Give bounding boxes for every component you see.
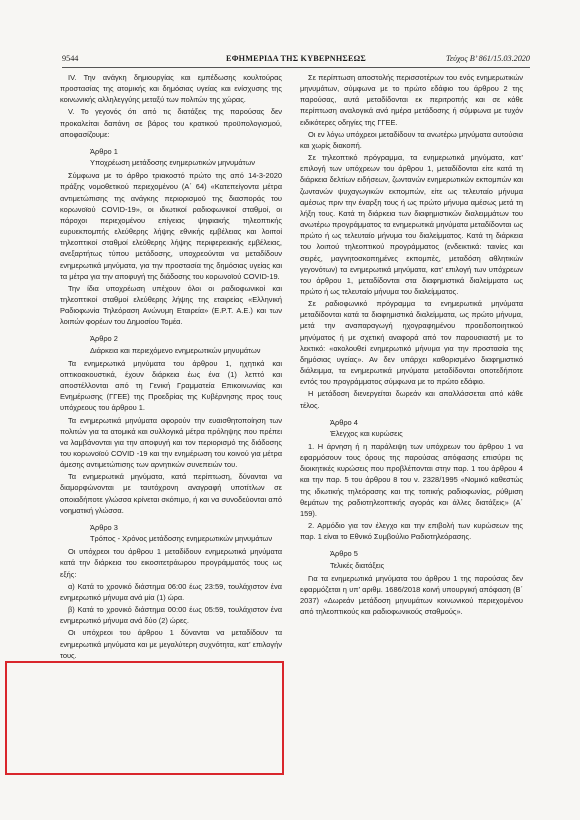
article-5-title: Άρθρο 5 [330,549,358,559]
article-3-subtitle: Τρόπος - Χρόνος μετάδοσης ενημερωτικών μηνυμάτων [90,534,273,544]
paragraph: Τα ενημερωτικά μηνύματα αφορούν την ευαισθητοποίηση των πολιτών για τα ατομικά και συλλογικά μέτρα πρόληψης που πρέπει να λαμβάνονται για την αποφυγή και τον περιορισμό της διάδοσης του κορωνοϊού COVID -19 και την ενημέρωση του κοινού για μέτρα άμεσης αντιμετώπισης των αρνητικών συνεπειών του. [60,415,282,470]
paragraph: Η μετάδοση διενεργείται δωρεάν και απαλλάσσεται από κάθε τέλος. [300,389,523,410]
article-3-highlight [5,661,284,775]
paragraph: Σε περίπτωση αποστολής περισσοτέρων του ενός ενημερωτικών μηνυμάτων, σύμφωνα με το πρώτο εδάφιο του άρθρου 2 της παρούσας, αυτά μεταδίδονται εκ περιτροπής και σε κάθε περίπτωση αναλογικά ανά ημέρα μετάδοσης ή σύμφωνα με τυχόν ειδικότερες οδηγίες της ΓΓΕΕ. [300,73,523,127]
article-1-title: Άρθρο 1 [90,146,118,156]
paragraph: Σε τηλεοπτικό πρόγραμμα, τα ενημερωτικά μηνύματα, κατ’ επιλογή των υπόχρεων του άρθρου 1, μεταδίδονται είτε κατά τη διάρκεια δελτίων ειδήσεων, ζωντανών ενημερωτικών εκπομπών και ζωντανών ψυχαγωγικών εκπομπών, είτε ως τελευταίο μήνυμα αμέσως πριν την έναρξη τους ή ως πρώτο μήνυμα αμέσως μετά τη λήξη τους. Κατά τη διάρκεια των διαφημιστικών διαλειμμάτων του ανωτέρω προγράμματος τα ενημερωτικά μηνύματα μεταδίδονται ως πρώτο ή ως τελευταίο μήνυμα του διαλείμματος. Κατά τη διάρκεια του λοιπού τηλεοπτικού προγράμματος (ενδεικτικά: ταινίες και σειρές, μαγνητοσκοπημένες εκπομπές, μεταδόση αθλητικών γεγονότων) τα ενημερωτικά μηνύματα, κατ’ επιλογή των υπόχρεων του άρθρου 1, μεταδίδονται στα διαφημιστικά διαλείμματα ως πρώτο ή ως τελευταίο μήνυμα του διαλείμματος. [300,153,523,296]
right-column [300,72,523,618]
page-header [62,52,530,66]
paragraph: β) Κατά το χρονικό διάστημα 00:00 έως 05:59, τουλάχιστον ένα ενημερωτικό μήνυμα ανά δύο (2) ώρες. [60,605,282,626]
article-2-subtitle: Διάρκεια και περιεχόμενο ενημερωτικών μηνυμάτων [90,345,261,355]
paragraph: Σύμφωνα με το άρθρο τριακοστό πρώτο της από 14-3-2020 πράξης νομοθετικού περιεχομένου (Α΄ 64) «Κατεπείγοντα μέτρα αντιμετώπισης της ανάγκης περιορισμού της διασποράς του κορωνοϊού COVID-19», οι ιδιωτικοί ραδιοφωνικοί σταθμοί, οι πάροχοι περιεχομένου επίγειας ψηφιακής τηλεοπτικής ευρυεκπομπής ελεύθερης λήψης εθνικής εμβέλειας και λοιποί τηλεοπτικοί σταθμοί ελεύθερης λήψης περιφερειακής εμβέλειας, ανεξαρτήτως τύπου μετάδοσης, υποχρεούνται να μεταδίδουν ενημερωτικά μηνύματα, για την προστασία της δημόσιας υγείας και τα μέτρα για την αποφυγή της διάδοσης του κορωνοϊού COVID-19. [60,171,282,281]
paragraph: Σε ραδιοφωνικό πρόγραμμα τα ενημερωτικά μηνύματα μεταδίδονται κατά τα διαφημιστικά διαλείμματα, ως πρώτο μήνυμα, μετά την αναπαραγωγή ηχογραφημένου προειδοποιητικού μηνύματος ή με σχετική αναφορά από τον παρουσιαστή με το λεκτικό: «ακολουθεί ενημερωτικό μήνυμα για την προστασία της δημόσιας υγείας». Αν δεν υπάρχει καθορισμένο διαφημιστικό διάλειμμα, τα ενημερωτικά μηνύματα μεταδίδονται οποτεδήποτε εντός του προγράμματος σύμφωνα με το πρώτο εδάφιο. [300,299,523,387]
issue-number: Τεύχος Β’ 861/15.03.2020 [446,54,530,63]
paragraph: Την ίδια υποχρέωση υπέχουν όλοι οι ραδιοφωνικοί και τηλεοπτικοί σταθμοί ελεύθερης λήψης της εταιρείας «Ελληνική Ραδιοφωνία Τηλεόραση Ανώνυμη Εταιρεία» (Ε.Ρ.Τ. Α.Ε.) και των λοιπών φορέων του Δημοσίου Τομέα. [60,283,282,327]
paragraph: Τα ενημερωτικά μηνύματα του άρθρου 1, ηχητικά και οπτικοακουστικά, έχουν διάρκεια έως ένα (1) λεπτό και αποστέλλονται από τη Γενική Γραμματεία Επικοινωνίας και Ενημέρωσης (ΓΓΕΕ) της Προεδρίας της Κυβέρνησης προς τους υπόχρεους του άρθρου 1. [60,358,282,413]
journal-title: ΕΦΗΜΕΡΙΔΑ ΤΗΣ ΚΥΒΕΡΝΗΣΕΩΣ [226,54,366,63]
paragraph: α) Κατά το χρονικό διάστημα 06:00 έως 23:59, τουλάχιστον ένα ενημερωτικό μήνυμα ανά μία (1) ώρα. [60,581,282,602]
article-4-title: Άρθρο 4 [330,417,358,427]
article-5-subtitle: Τελικές διατάξεις [330,560,385,570]
paragraph: Οι εν λόγω υπόχρεοι μεταδίδουν τα ανωτέρω μηνύματα αυτούσια και χωρίς διακοπή. [300,129,523,150]
paragraph: Οι υπόχρεοι του άρθρου 1 δύνανται να μεταδίδουν τα ενημερωτικά μηνύματα και με μεγαλύτερη συχνότητα, κατ’ επιλογήν τους. [60,628,282,660]
paragraph: V. Το γεγονός ότι από τις διατάξεις της παρούσας δεν προκαλείται δαπάνη σε βάρος του κρατικού προϋπολογισμού, αποφασίζουμε: [60,107,282,139]
paragraph: 2. Αρμόδιο για τον έλεγχο και την επιβολή των κυρώσεων της παρ. 1 είναι το Εθνικό Συμβούλιο Ραδιοτηλεόρασης. [300,521,523,542]
paragraph: 1. Η άρνηση ή η παράλειψη των υπόχρεων του άρθρου 1 να εφαρμόσουν τους όρους της παρούσας απόφασης επισύρει τις διοικητικές κυρώσεις που προβλέπονται στην παρ. 1 του άρθρου 4 και την παρ. 5 του άρθρου 8 του ν. 2328/1995 «Νομικό καθεστώς της ιδιωτικής τηλεόρασης και της τοπικής ραδιοφωνίας, ρύθμιση θεμάτων της ραδιοτηλεοπτικής αγοράς και άλλες διατάξεις» (Α΄ 159). [300,442,523,518]
header-divider [62,67,530,68]
article-1-subtitle: Υποχρέωση μετάδοσης ενημερωτικών μηνυμάτων [90,158,256,168]
paragraph: Οι υπόχρεοι του άρθρου 1 μεταδίδουν ενημερωτικά μηνύματα κατά την διάρκεια του εικοσιτετράωρου προγράμματός τους ως εξής: [60,547,282,579]
left-column [60,72,282,662]
paragraph: Για τα ενημερωτικά μηνύματα του άρθρου 1 της παρούσας δεν εφαρμόζεται η υπ’ αριθμ. 1686/2018 κοινή υπουργική απόφαση (Β΄ 2037) «Δωρεάν μετάδοση μηνυμάτων κοινωνικού περιεχομένου από τηλεοπτικούς και ραδιοφωνικούς σταθμούς». [300,573,523,617]
article-3-title: Άρθρο 3 [90,522,118,532]
article-4-subtitle: Έλεγχος και κυρώσεις [330,428,403,438]
paragraph: IV. Την ανάγκη δημιουργίας και εμπέδωσης κουλτούρας προστασίας της ατομικής και δημόσιας υγείας και ενίσχυσης της κοινωνικής αλληλεγγύης μεταξύ των πολιτών της χώρας. [60,73,282,105]
article-2-title: Άρθρο 2 [90,334,118,344]
paragraph: Τα ενημερωτικά μηνύματα, κατά περίπτωση, δύνανται να διαμορφώνονται με ταυτόχρονη αναγραφή υποτίτλων σε οποιαδήποτε γλώσσα κρίνεται σκόπιμο, ή και να συνοδεύονται από νοηματική γλώσσα. [60,472,282,515]
page-number: 9544 [62,54,79,63]
